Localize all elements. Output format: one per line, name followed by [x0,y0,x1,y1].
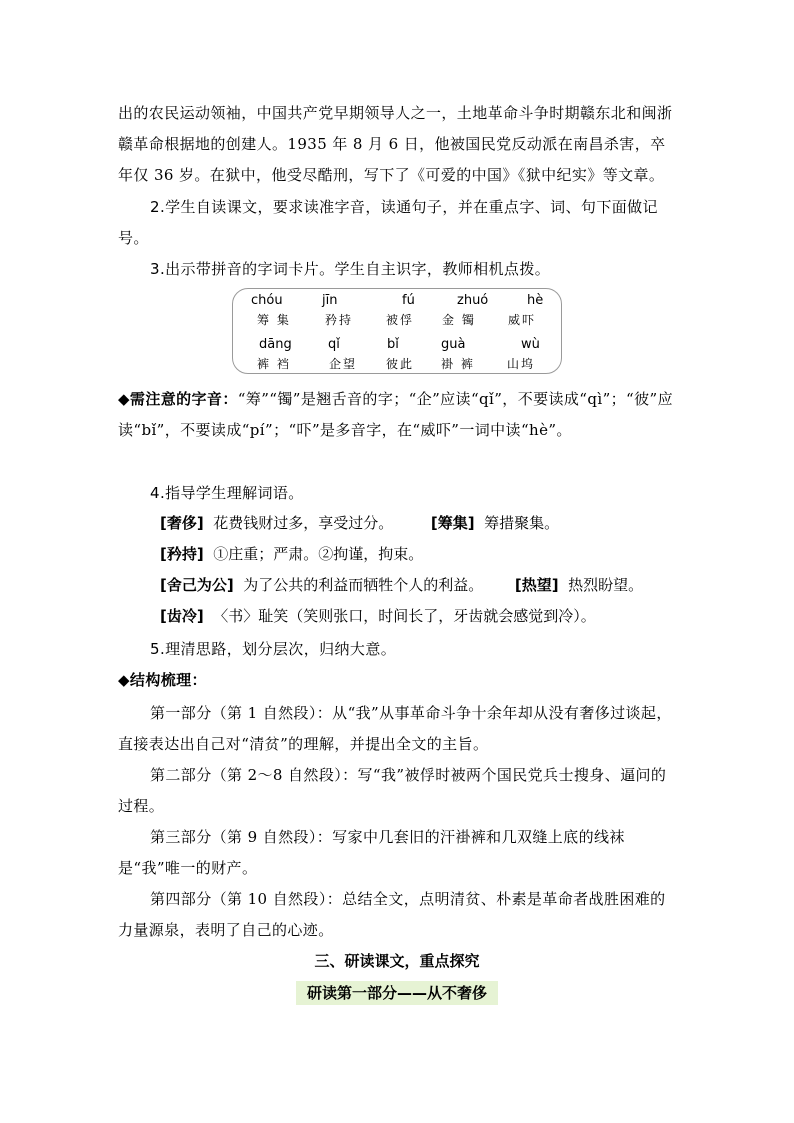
structure-part-4: 第四部分（第 10 自然段）：总结全文，点明清贫、朴素是革命者战胜困难的力量源泉，表明了自己的心迹。 [118,890,666,939]
vocab-pinyin: guà [441,337,466,352]
vocab-pinyin: zhuó [457,293,489,308]
step-3-paragraph: 3.出示带拼音的字词卡片。学生自主识字，教师相机点拨。 [150,260,551,278]
vocab-word: 褂 裤 [441,357,475,371]
vocab-pinyin: chóu [251,293,283,308]
structure-label: ◆结构梳理： [118,671,207,689]
sub-heading: 研读第一部分——从不奢侈 [296,981,498,1005]
vocab-word: 筹 集 [257,313,291,327]
term-label: [矜持] [160,545,204,563]
term-definition: 热烈盼望。 [568,576,644,594]
vocab-pinyin: qǐ [328,337,340,352]
intro-paragraph: 出的农民运动领袖，中国共产党早期领导人之一，土地革命斗争时期赣东北和闽浙赣革命根据地的创建人。1935 年 8 月 6 日，他被国民党反动派在南昌杀害，卒年仅 36 岁。在狱中，他受尽酷刑，写下了《可爱的中国》《狱中纪实》等文章。 [118,104,673,184]
term-label: [热望] [514,576,559,594]
notice-text: “筹”“镯”是翘舌音的字；“企”应读“qǐ”，不要读成“qì”；“彼”应读“bǐ”，不要读成“pí”；“吓”是多音字，在“威吓”一词中读“hè”。 [118,390,673,439]
term-label: [舍己为公] [160,576,234,594]
vocab-pinyin: dāng [259,337,292,352]
term-row [160,512,559,533]
structure-part-1: 第一部分（第 1 自然段）：从“我”从事革命斗争十余年却从没有奢侈过谈起，直接表达出自己对“清贫”的理解，并提出全文的主旨。 [118,704,672,753]
step-4-paragraph: 4.指导学生理解词语。 [150,484,304,502]
vocab-item [495,293,565,333]
term-definition: 为了公共的利益而牺牲个人的利益。 [243,576,484,594]
vocab-pinyin: bǐ [387,337,399,352]
notice-label: ◆需注意的字音： [118,390,238,408]
vocab-word: 彼此 [386,357,415,371]
term-definition: 筹措聚集。 [484,514,560,532]
vocab-word: 威吓 [508,313,537,327]
vocab-word: 金 镯 [442,313,476,327]
term-label: [筹集] [430,514,475,532]
term-label: [齿冷] [160,607,204,625]
term-row [160,574,643,595]
pronunciation-notice [118,384,678,446]
vocab-word: 企望 [329,357,358,371]
vocab-pinyin: hè [527,293,544,308]
term-row [160,543,423,564]
vocab-item [373,293,443,333]
vocab-pinyin: jīn [322,293,338,308]
vocab-card [232,288,562,374]
vocab-item [233,293,303,333]
structure-part-3: 第三部分（第 9 自然段）：写家中几套旧的汗褂裤和几双缝上底的线袜是“我”唯一的财产。 [118,828,625,877]
vocab-item [233,337,303,373]
vocab-pinyin: wù [521,337,540,352]
step-5-paragraph: 5.理清思路，划分层次，归纳大意。 [150,640,397,658]
term-definition: 花费钱财过多，享受过分。 [213,514,394,532]
term-row [160,605,596,626]
term-definition: ①庄重；严肃。②拘谨，拘束。 [213,545,424,563]
vocab-item [495,337,565,373]
term-label: [奢侈] [160,514,204,532]
vocab-word: 矜持 [325,313,354,327]
section-heading: 三、研读课文，重点探究 [314,952,480,970]
vocab-word: 山坞 [507,357,536,371]
vocab-word: 裤 裆 [257,357,291,371]
vocab-pinyin: fú [402,293,415,308]
vocab-word: 被俘 [386,313,415,327]
term-definition: 〈书〉耻笑（笑则张口，时间长了，牙齿就会感觉到冷）。 [213,607,596,625]
step-2-paragraph: 2.学生自读课文，要求读准字音，读通句子，并在重点字、词、句下面做记号。 [118,198,658,247]
structure-part-2: 第二部分（第 2～8 自然段）：写“我”被俘时被两个国民党兵士搜身、逼问的过程。 [118,766,667,815]
vocab-item [373,337,443,373]
